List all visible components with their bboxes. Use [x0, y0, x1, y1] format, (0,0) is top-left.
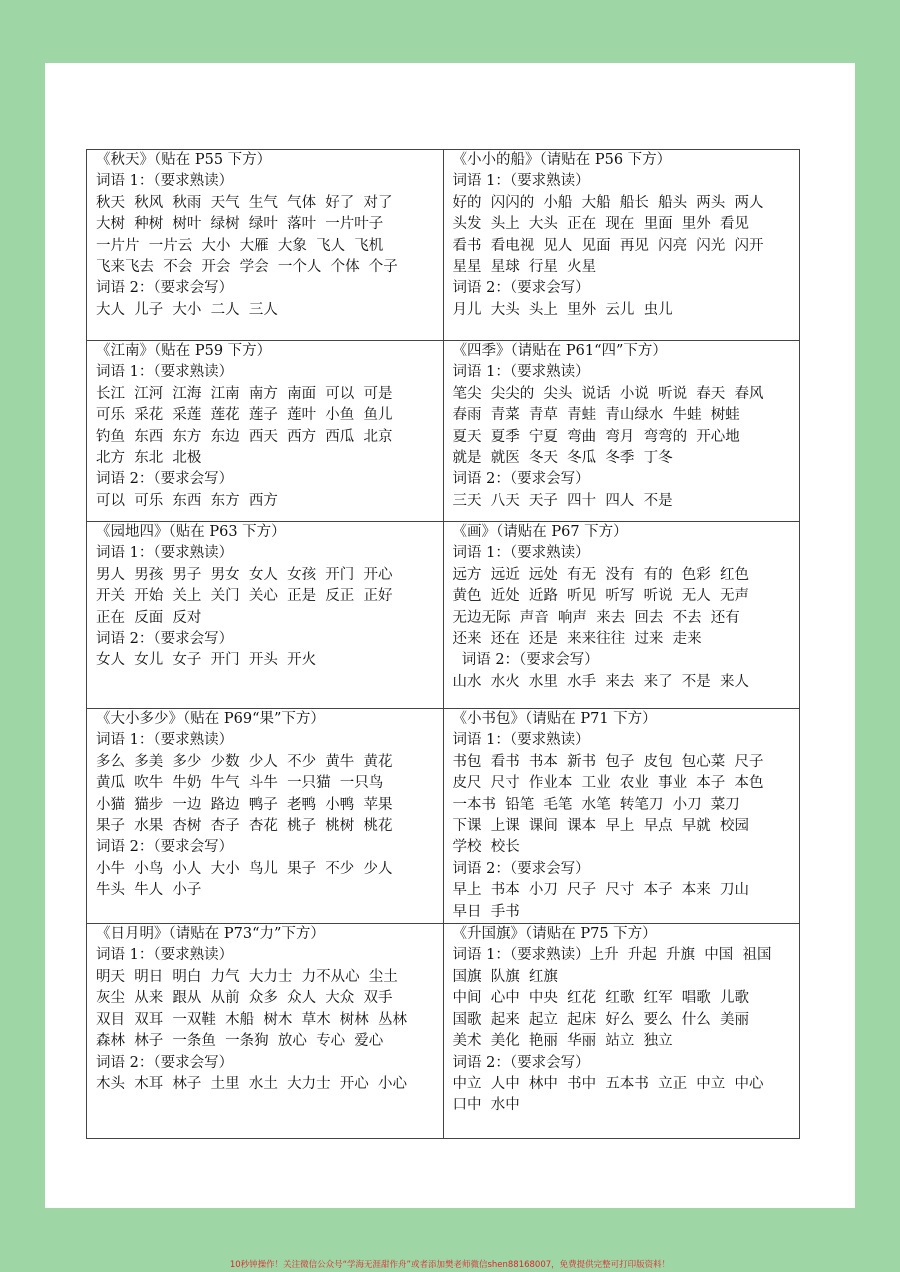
lesson-cell [443, 150, 800, 341]
lesson-title: 《画》（请贴在 P67 下方） [452, 524, 628, 540]
read-words-line: 灰尘 从来 跟从 从前 众多 众人 大众 双手 [96, 990, 393, 1007]
read-words-line: 钓鱼 东西 东方 东边 西天 西方 西瓜 北京 [96, 428, 393, 445]
read-words-label: 词语 1：（要求熟读）上升 升起 升旗 中国 祖国 [452, 947, 772, 964]
read-words-line: 一本书 铅笔 毛笔 水笔 转笔刀 小刀 菜刀 [452, 796, 740, 813]
write-words-line: 小牛 小鸟 小人 大小 鸟儿 果子 不少 少人 [96, 860, 393, 877]
read-words-line: 秋天 秋风 秋雨 天气 生气 气体 好了 对了 [96, 194, 393, 211]
write-words-line: 木头 木耳 林子 土里 水土 大力士 开心 小心 [96, 1075, 408, 1092]
read-words-line: 中间 心中 中央 红花 红歌 红军 唱歌 儿歌 [452, 990, 750, 1007]
lesson-title: 《升国旗》（请贴在 P75 下方） [452, 926, 657, 943]
write-words-line: 早上 书本 小刀 尺子 尺寸 本子 本来 刀山 [452, 882, 750, 899]
read-words-label: 词语 1：（要求熟读） [452, 364, 590, 381]
read-words-line: 书包 看书 书本 新书 包子 皮包 包心菜 尺子 [452, 753, 764, 770]
read-words-line: 黄瓜 吹牛 牛奶 牛气 斗牛 一只猫 一只鸟 [96, 775, 384, 792]
read-words-line: 星星 星球 行星 火星 [452, 259, 597, 276]
write-words-line: 牛头 牛人 小子 [96, 882, 202, 899]
lesson-cell [87, 709, 444, 924]
read-words-line: 男人 男孩 男子 男女 女人 女孩 开门 开心 [96, 566, 393, 583]
write-words-line: 中立 人中 林中 书中 五本书 立正 中立 中心 [452, 1075, 764, 1092]
lesson-title: 《江南》（贴在 P59 下方） [96, 343, 272, 359]
lesson-title: 《园地四》（贴在 P63 下方） [96, 524, 286, 540]
write-words-label: 词语 2：（要求会写） [452, 280, 590, 297]
read-words-line: 正在 反面 反对 [96, 609, 202, 626]
read-words-line: 国歌 起来 起立 起床 好么 要么 什么 美丽 [452, 1011, 750, 1028]
write-words-line: 三天 八天 天子 四十 四人 不是 [452, 492, 673, 509]
read-words-line: 还来 还在 还是 来来往往 过来 走来 [452, 631, 702, 648]
lesson-title: 《大小多少》（贴在 P69“果”下方） [96, 711, 325, 727]
read-words-line: 春雨 青菜 青草 青蛙 青山绿水 牛蛙 树蛙 [452, 407, 740, 424]
write-words-label: 词语 2：（要求会写） [96, 839, 234, 856]
lesson-title: 《小书包》（请贴在 P71 下方） [452, 711, 657, 727]
write-words-label: 词语 2：（要求会写） [452, 471, 590, 488]
write-words-label: 词语 2：（要求会写） [96, 280, 234, 297]
lesson-cell [443, 341, 800, 522]
read-words-label: 词语 1：（要求熟读） [452, 732, 590, 749]
read-words-line: 看书 看电视 见人 见面 再见 闪亮 闪光 闪开 [452, 237, 764, 254]
write-words-label: 词语 2：（要求会写） [96, 471, 234, 488]
read-words-line: 学校 校长 [452, 839, 520, 856]
read-words-line: 无边无际 声音 响声 来去 回去 不去 还有 [452, 609, 740, 626]
lesson-cell [87, 150, 444, 341]
read-words-line: 头发 头上 大头 正在 现在 里面 里外 看见 [452, 216, 750, 233]
lesson-cell [87, 522, 444, 709]
lesson-cell [87, 341, 444, 522]
promo-footer: 10秒钟操作！关注微信公众号“学海无涯甜作舟”或者添加樊老师微信shen88168007，免费提供完整可打印版资料！ [229, 1260, 671, 1270]
lesson-cell [443, 709, 800, 924]
read-words-line: 长江 江河 江海 江南 南方 南面 可以 可是 [96, 385, 393, 402]
read-words-label: 词语 1：（要求熟读） [452, 545, 590, 562]
vocabulary-table [86, 149, 800, 1139]
read-words-line: 森林 林子 一条鱼 一条狗 放心 专心 爱心 [96, 1033, 384, 1050]
read-words-line: 夏天 夏季 宁夏 弯曲 弯月 弯弯的 开心地 [452, 428, 740, 445]
lesson-title: 《日月明》（请贴在 P73“力”下方） [96, 926, 325, 943]
write-words-line: 可以 可乐 东西 东方 西方 [96, 492, 278, 509]
read-words-line: 飞来飞去 不会 开会 学会 一个人 个体 个子 [96, 259, 398, 276]
write-words-label: 词语 2：（要求会写） [96, 631, 234, 648]
read-words-line: 好的 闪闪的 小船 大船 船长 船头 两头 两人 [452, 194, 764, 211]
read-words-line: 美术 美化 艳丽 华丽 站立 独立 [452, 1033, 673, 1050]
read-words-label: 词语 1：（要求熟读） [452, 173, 590, 190]
lesson-cell [443, 924, 800, 1139]
read-words-label: 词语 1：（要求熟读） [96, 947, 234, 964]
read-words-line: 就是 就医 冬天 冬瓜 冬季 丁冬 [452, 450, 673, 467]
write-words-line: 大人 儿子 大小 二人 三人 [96, 301, 278, 318]
write-words-label: 词语 2：（要求会写） [452, 860, 590, 877]
read-words-line: 明天 明日 明白 力气 大力士 力不从心 尘土 [96, 968, 398, 985]
read-words-line: 双目 双耳 一双鞋 木船 树木 草木 树林 丛林 [96, 1011, 408, 1028]
read-words-line: 国旗 队旗 红旗 [452, 968, 558, 985]
lesson-title: 《小小的船》（请贴在 P56 下方） [452, 152, 672, 168]
read-words-line: 皮尺 尺寸 作业本 工业 农业 事业 本子 本色 [452, 775, 764, 792]
read-words-label: 词语 1：（要求熟读） [96, 545, 234, 562]
read-words-label: 词语 1：（要求熟读） [96, 173, 234, 190]
read-words-line: 下课 上课 课间 课本 早上 早点 早就 校园 [452, 818, 750, 835]
lesson-cell [87, 924, 444, 1139]
write-words-line: 山水 水火 水里 水手 来去 来了 不是 来人 [452, 673, 750, 690]
write-words-line: 女人 女儿 女子 开门 开头 开火 [96, 652, 317, 669]
read-words-line: 开关 开始 关上 关门 关心 正是 反正 正好 [96, 588, 393, 605]
read-words-label: 词语 1：（要求熟读） [96, 732, 234, 749]
read-words-line: 黄色 近处 近路 听见 听写 听说 无人 无声 [452, 588, 750, 605]
read-words-label: 词语 1：（要求熟读） [96, 364, 234, 381]
lesson-cell [443, 522, 800, 709]
read-words-line: 笔尖 尖尖的 尖头 说话 小说 听说 春天 春风 [452, 385, 764, 402]
read-words-line: 小猫 猫步 一边 路边 鸭子 老鸭 小鸭 苹果 [96, 796, 393, 813]
read-words-line: 一片片 一片云 大小 大雁 大象 飞人 飞机 [96, 237, 384, 254]
read-words-line: 大树 种树 树叶 绿树 绿叶 落叶 一片叶子 [96, 216, 384, 233]
lesson-title: 《四季》（请贴在 P61“四”下方） [452, 343, 667, 359]
read-words-line: 多么 多美 多少 少数 少人 不少 黄牛 黄花 [96, 753, 393, 770]
read-words-line: 远方 远近 远处 有无 没有 有的 色彩 红色 [452, 566, 750, 583]
write-words-label: 词语 2：（要求会写） [96, 1054, 234, 1071]
read-words-line: 果子 水果 杏树 杏子 杏花 桃子 桃树 桃花 [96, 818, 393, 835]
write-words-label: 词语 2：（要求会写） [452, 1054, 590, 1071]
write-words-label: 词语 2：（要求会写） [452, 652, 599, 669]
write-words-line: 早日 手书 [452, 903, 520, 920]
read-words-line: 可乐 采花 采莲 莲花 莲子 莲叶 小鱼 鱼儿 [96, 407, 393, 424]
read-words-line: 北方 东北 北极 [96, 450, 202, 467]
lesson-title: 《秋天》（贴在 P55 下方） [96, 152, 272, 168]
worksheet-page [45, 63, 855, 1208]
write-words-line: 口中 水中 [452, 1097, 520, 1114]
write-words-line: 月儿 大头 头上 里外 云儿 虫儿 [452, 301, 673, 318]
